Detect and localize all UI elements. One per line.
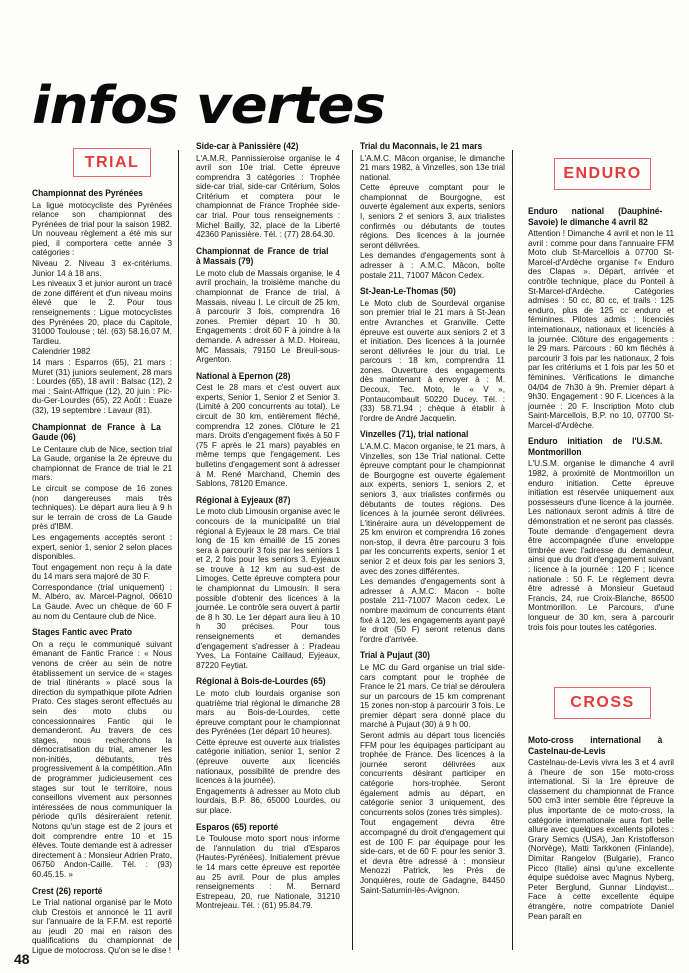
article-paragraph: Le Moto club de Sourdeval organise son premier trial le 21 mars à St-Jean entre Avranches et Granville. Cette épreuve est ouverte aux seniors 2 et 3 et initiation. Des licences à la journée seront délivrées le jour du trial. Le parcours : 18 km, comprendra 11 zones. Ouverture des engagements dès maintenant à envoyer à : M. Decoux, Tec. Moto, le « V », Pontaucombault 50220 Ducey. Tél. : (33) 58.71.94 ; chèque à établir à l'ordre de André Jacquelin. [360,298,505,423]
article-heading: Moto-cross international à Castelnau-de-Levis [528,735,663,756]
article-paragraph: Les niveaux 3 et junior auront un tracé de zone différent et d'un niveau moins élevé que le 2. Pour tous renseignements : Ligue motocyclistes des Pyrénées 20, place du Capitole, 31000 Toulouse ; tél. (63) 58.16.07 M. Tardieu. [32,279,172,346]
article-paragraph: Cest le 28 mars et c'est ouvert aux experts, Senior 1, Senior 2 et Senior 3. (Limité à 200 concurrents au total). Le circuit de 30 km, entièrement fléché, comprendra 12 zones. Clôture le 21 mars. Droits d'engagement fixés à 50 F (75 F après le 21 mars) payables en même temps que l'engagement. Les bulletins d'engagement sont à adresser à M. René Marchand, Chemin des Sablons, 78120 Emance. [196,383,340,489]
column-rule-1 [178,150,179,950]
article-paragraph: Engagements à adresser au Moto club lourdais, B.P. 86, 65000 Lourdes, ou sur place. [196,786,340,816]
enduro-tag-label: ENDURO [563,165,642,182]
article-paragraph: Les demandes d'engagements sont à adresser à : A.M.C. Mâcon, boîte postale 211, 71007 Mâcon Cedex. [360,251,505,280]
article-paragraph: Les demandes d'engagements sont à adresser à A.M.C. Macon - boîte postale 211-71007 Macon cedex. Le nombre maximum de concurrents étant fixé à 120, les engagements ayant payé le droit (50 F) seront retenus dans l'ordre d'arrivée. [360,577,505,644]
article-paragraph: Attention ! Dimanche 4 avril et non le 11 avril : comme pour dans l'annuaire FFM Moto club St-Marcellois à 07700 St-Marcel-d'Ardèche organise l'« Enduro des Clapas ». Départ, arrivée et contrôle technique, place du Ponteil à St-Marcel-d'Ardèche. Catégories admises : 50 cc, 80 cc, et trails : 125 enduro, plus de 125 cc enduro et féminines. Pilotes admis : licenciés internationaux, nationaux et licenciés à la journée. Clôture des engagements : le 29 mars. Parcours : 60 km fléchés à parcourir 3 fois par les nationaux, 2 fois par les critériums et 1 fois par les 50 et féminines. Vérifications le dimanche 04/04 de 7h30 à 9h. Premier départ à 9h30. Engagement : 90 F. Licences à la journée : 20 F. Inscription Moto club Saint-Marcellois, B.P. no 10, 07700 St-Marcel-d'Ardèche. [528,229,674,430]
column-4-cross [528,735,674,953]
page-title: infos vertes [32,76,385,136]
article-heading: Trial à Pujaut (30) [360,650,430,661]
article-heading: Esparos (65) reporté [196,821,279,832]
article-paragraph: Niveau 2. Niveau 3 ex-critériums. Junior 14 à 18 ans. [32,259,172,278]
article-paragraph: L'A.M.C. Mâcon organise, le dimanche 21 mars 1982, à Vinzelles, son 13e trial national. [360,153,505,182]
article-heading: Régional à Eyjeaux (87) [196,494,291,505]
article-paragraph: Cette épreuve est ouverte aux trialistes catégorie initiation, senior 1, senior 2 (épreuve ouverte aux licenciés nationaux, possibilité de prendre des licences à la journée). [196,737,340,786]
article-paragraph: Tout engagement non reçu à la date du 14 mars sera majoré de 30 F. [32,562,172,582]
trial-tag-label: TRIAL [84,153,140,171]
article-heading: Side-car à Panissière (42) [196,141,299,151]
article-paragraph: On a reçu le communiqué suivant émanant de Fantic France : « Nous venons de créer au sein de notre établissement un service de « stages de trial itinérants » placé sous la direction du sympathique pilote Adrien Prato. Ces stages seront effectués au sein des moto clubs ou concessionnaires Fantic qui le demanderont. Au travers de ces stages, nous recherchons la démocratisation du trial, amener les non-initiés, débutants, très progressivement à la compétition. Afin de programmer judicieusement ces stages sur tout le territoire, nous conseillons vivement aux personnes intéressées de nous communiquer la période qu'ils désireraient retenir. Notons qu'un stage est de 2 jours et doit comprendre entre 10 et 15 élèves. Toute demande est à adresser directement à : Monsieur Adrien Prato, 06750 Andon-Caille. Tél. : (93) 60.45.15. » [32,639,172,879]
article-paragraph: Cette épreuve comptant pour le championnat de Bourgogne, est ouverte également aux experts, seniors I, seniors 2 et seniors 3, aux trialistes confirmés ou débutants de toutes régions. Des licences à la journée seront délivrées. [360,183,505,250]
article-paragraph: Les engagements acceptés seront : expert, senior 1, senior 2 selon places disponibles. [32,532,172,562]
article-paragraph: Seront admis au départ tous licenciés FFM pour les équipages participant au trophée de France. Des licences à la journée seront délivrées aux concurrents désirant participer en catégorie hors-trophée. Seront également admis au départ, en catégorie senior 3 uniquement, des concurrents solos (zones très simples). [360,731,505,817]
cross-tag-label: CROSS [570,694,635,711]
article-paragraph: Castelnau-de-Levis vivra les 3 et 4 avril à l'heure de son 15e moto-cross international. Si la 1re épreuve de classement du championnat de France 500 cm3 inter semble être l'épreuve la plus importante de ce moto-cross, la catégorie internationale aura fort belle allure avec quelques excellents pilotes : Grary Semics (USA), Jan Kristofferson (Norvège), Matti Tarkkonen (Finlande), Dimitar Rangelov (Bulgarie), Franco Picco (Italie) ainsi qu'une excellente équipe suédoise avec Magnus Nyberg, Peter Berglund, Gunnar Lindqvist... Face à cette excellente équipe étrangère, notre compatriote Daniel Pean paraît en [528,758,674,921]
article-paragraph: Le MC du Gard organise un trial side-cars comptant pour le trophée de France le 21 mars. Ce trial se déroulera sur un parcours de 15 km comprenant 15 zones non-stop à parcourir 3 fois. Le premier départ sera donné place du marché à Pujaut (30) à 9 h 00. [360,662,505,730]
article-heading: Championnat de France de trial à Massais (79) [196,245,329,267]
article-heading: Enduro national (Dauphiné-Savoie) le dimanche 4 avril 82 [528,206,663,227]
article-paragraph: L'U.S.M. organise le dimanche 4 avril 1982, à proximité de Montmorillon un enduro initiation. Cette épreuve initiation est réservée uniquement aux possesseurs d'une licence à la journée. Les nationaux seront admis à titre de démonstration et ne seront pas classés. Toute demande d'engagement devra être accompagnée d'une enveloppe timbrée avec l'adresse du demandeur, ainsi que du droit d'engagement suivant : licence à la journée : 120 F ; licence nationale : 50 F. Le règlement devra être adressé à Monsieur Guetaud Francis, 24, rue Croix-Blanche, 86500 Montmorillon. Le Parcours, d'une longueur de 30 km, sera à parcourir trois fois pour toutes les catégories. [528,459,674,632]
article-heading: Stages Fantic avec Prato [32,627,133,638]
page-number: 48 [14,951,30,967]
article-paragraph: Calendrier 1982 [32,347,91,357]
article-paragraph: Le moto club Limousin organise avec le concours de la municipalité un trial régional à Eyjeaux le 28 mars. Ce trial long de 15 km émaillé de 15 zones sera à parcourir 3 fois par les seniors 1 et 2, 2 fois pour les seniors 3. Eyjeaux se trouve à 12 km au sud-est de Limoges. Cette épreuve comptera pour le championnat du Limousin. Il sera possible d'obtenir des licences à la journée. Le contrôle sera ouvert à partir de 8 h 30. Le 1er départ aura lieu à 10 h 30 précises. Pour tous renseignements et demandes d'engagement s'adresser à : Pradeau Yves, La Fontaine Caillaud, Eyjeaux, 87220 Feytiat. [196,507,340,670]
article-paragraph: La ligue motocycliste des Pyrénées relance son championnat des Pyrénées de trial pour la saison 1982. Un nouveau règlement a été mis sur pied, il comportera cette année 3 catégories : [32,200,172,258]
article-heading: Enduro initiation de l'U.S.M. Montmorillon [528,436,663,457]
article-heading: St-Jean-Le-Thomas (50) [360,286,456,297]
cross-tag [554,687,651,719]
article-paragraph: Le circuit se compose de 16 zones (non dangereuses mais très techniques). Le départ aura lieu à 9 h sur le terrain de cross de La Gaude près d'IBM. [32,483,172,532]
article-paragraph: Tout engagement devra être accompagné du droit d'engagement qui est de 100 F. par équipage pour les side-cars, et de 60 F. pour les senior 3. et devra être adressé à : monsieur Menozzi Patrick, les Prés de Jonquières, route de Gadagne, 84450 Saint-Saturnin-lès-Avignon. [360,818,505,895]
column-rule-3 [512,150,513,950]
article-heading: Régional à Bois-de-Lourdes (65) [196,676,326,687]
enduro-tag [554,158,651,190]
article-heading: Championnat de France à La Gaude (06) [32,421,161,443]
article-heading: Championnat des Pyrénées [32,188,143,198]
article-paragraph: Le Trial national organisé par le Moto club Crestois et annoncé le 11 avril sur l'annuaire de la F.F.M. est reporté au jeudi 20 mai en raison des qualifications du championnat de Ligue de motocross. Qu'on se le dise ! [32,898,172,956]
trial-tag [73,148,151,177]
article-paragraph: Le Toulouse moto sport nous informe de l'annulation du trial d'Esparos (Hautes-Pyrénées). Initialement prévue le 14 mars cette épreuve est reportée au 25 avril. Pour de plus amples renseignements : M. Bernard Estrepeau, 20, rue Nationale, 31210 Montrejeau. Tél. : (61) 95.84.79. [196,834,340,911]
article-paragraph: Le moto club de Massais organise, le 4 avril prochain, la troisième manche du championnat de France de trial, à Massais, niveau I. Le circuit de 25 km, à parcourir 3 fois, comprendra 16 zones. Premier départ 10 h 30. Engagements : droit 60 F à joindre à la demande. A adresser à M.D. Hoireau, MC Massais, 79150 Le Breuil-sous-Argenton. [196,268,340,365]
article-paragraph: L'A.M.R. Pannissieroise organise le 4 avril son 10e trial. Cette épreuve comprendra 3 catégories : Trophée side-car trial, side-car Critérium, Solos Critérium et comptera pour le championnat de France Trophée side-car trial. Pour tous renseignements : Michel Bailly, 32, place de la Liberté 42360 Panissière. Tél. : (77) 28.64.30. [196,153,340,240]
article-paragraph: 14 mars : Esparros (65), 21 mars : Muret (31) juniors seulement, 28 mars : Lourdes (65), 18 avril : Balsac (12), 2 mai : Saint-Affrique (12), 20 juin : Pic-du-Ger-Lourdes (65), 22 Août : Euaze (32), 19 septembre : Lavaur (81). [32,358,172,415]
column-4-enduro [528,206,674,674]
column-1 [32,188,172,956]
article-paragraph: Le moto club lourdais organise son quatrième trial régional le dimanche 28 mars au Bois-de-Lourdes, cette épreuve comptant pour le championnat des Pyrénées (1er départ 10 heures). [196,688,340,737]
article-heading: Trial du Maconnais, le 21 mars [360,141,483,151]
article-paragraph: Le Centaure club de Nice, section trial La Gaude, organise la 2e épreuve du championnat de France de trial le 21 mars. [32,444,172,483]
column-rule-2 [352,150,353,950]
article-heading: Vinzelles (71), trial national [360,429,469,440]
article-paragraph: Correspondance (trial uniquement) : M. Albéro, av. Marcel-Pagnol, 06610 La Gaude. Avec un chèque de 60 F au nom du Centaure club de Nice. [32,582,172,621]
article-heading: Crest (26) reporté [32,885,103,896]
article-paragraph: L'A.M.C. Macon organise, le 21 mars, à Vinzelles, son 13e Trial national. Cette épreuve comptant pour le championnat de Bourgogne est ouverte également aux experts, seniors 1, seniors 2, et seniors 3, aux trialistes confirmés ou débutants de toutes régions. Des licences à la journée seront délivrées. L'itinéraire aura un développement de 25 km environ et comprendra 16 zones non-stop, il devra être parcouru 3 fois par les concurrents experts, senior 1 et senior 2 et deux fois par les seniors 3, avec des zones différentes. [360,441,505,576]
column-3 [360,141,505,948]
column-2 [196,141,340,948]
article-heading: National à Epernon (28) [196,370,291,381]
